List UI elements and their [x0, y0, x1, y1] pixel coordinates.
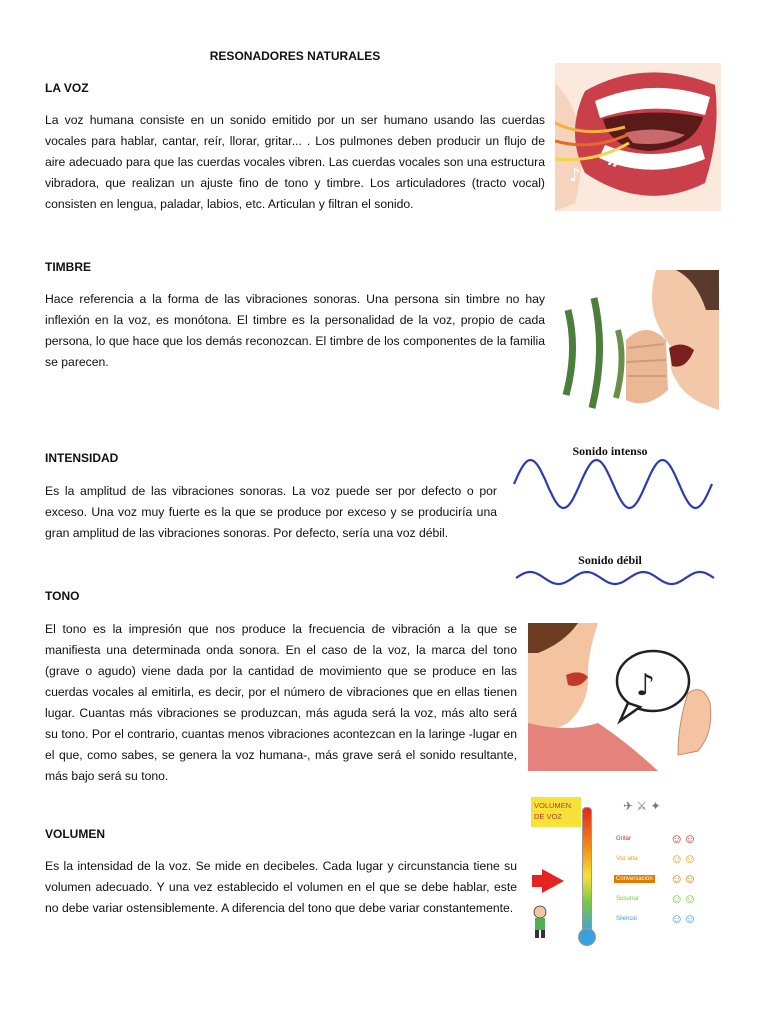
section-text-intensidad: Es la amplitud de las vibraciones sonoras. La voz puede ser por defecto o por exceso. Una voz muy fuerte es la que se produce por exceso y se produciría una gran amplitud de las vibraciones sonoras. Por defecto, sería una voz débil. — [45, 484, 497, 540]
strong-wave-line — [514, 460, 712, 508]
volume-level-label: Gritar — [616, 836, 631, 842]
volume-level-row — [614, 831, 718, 849]
speaking-person-image — [528, 623, 719, 771]
volume-label-line1: VOLUMEN — [534, 801, 572, 810]
people-icon: ☺☺ — [670, 831, 697, 846]
people-icon: ☺☺ — [670, 891, 697, 906]
top-icons: ✈ ⚔ ✦ — [623, 799, 661, 813]
volume-label-line2: DE VOZ — [534, 812, 562, 821]
people-icon: ☺☺ — [670, 911, 697, 926]
voice-volume-chart — [528, 795, 719, 947]
section-heading-intensidad: INTENSIDAD — [45, 451, 119, 465]
section-heading-volumen: VOLUMEN — [45, 827, 105, 841]
thermometer-bulb — [578, 928, 596, 946]
section-text-timbre: Hace referencia a la forma de las vibraciones sonoras. Una persona sin timbre no hay inflexión en la voz, es monótona. El timbre es la personalidad de la voz, propio de cada persona, lo que hace que los demás reconozcan. El timbre de los componentes de la familia se parecen. — [45, 292, 545, 369]
section-heading-tono: TONO — [45, 589, 80, 603]
volume-level-label: Voz alta — [616, 856, 638, 862]
people-icon: ☺☺ — [670, 871, 697, 886]
intensity-waves-figure — [510, 440, 720, 590]
volume-level-label: Conversación — [616, 876, 653, 882]
volume-level-label: Silencio — [616, 916, 638, 922]
section-heading-voz: LA VOZ — [45, 81, 89, 95]
weak-wave-line — [516, 572, 714, 584]
svg-text:♪: ♪ — [569, 165, 581, 186]
section-heading-timbre: TIMBRE — [45, 260, 91, 274]
people-icon: ☺☺ — [670, 851, 697, 866]
thermometer-tube — [582, 807, 592, 934]
weak-sound-label: Sonido débil — [578, 553, 642, 567]
volume-level-row — [614, 851, 718, 869]
mouth-image — [555, 63, 721, 211]
strong-sound-label: Sonido intenso — [572, 444, 648, 458]
section-text-volumen: Es la intensidad de la voz. Se mide en decibeles. Cada lugar y circunstancia tiene su volumen adecuado. Y una vez establecido el volumen en el que se debe hablar, este no debe variar ostensiblemente. A diferencia del tono que debe variar constantemente. — [45, 859, 517, 915]
shouting-face-image — [556, 270, 719, 420]
svg-text:♫: ♫ — [605, 150, 620, 169]
volume-level-row — [614, 891, 718, 909]
arrow-shaft — [532, 875, 544, 887]
volume-level-label: Susurrar — [616, 896, 640, 902]
volume-level-row — [614, 911, 718, 929]
volume-level-row — [614, 871, 718, 889]
volume-label-box — [531, 797, 581, 827]
child-figure — [530, 905, 550, 939]
section-text-voz: La voz humana consiste en un sonido emitido por un ser humano usando las cuerdas vocales para hablar, cantar, reír, llorar, gritar... . Los pulmones deben producir un flujo de aire adecuado para que las cuerdas vocales vibren. Las cuerdas vocales son una estructura vibradora, que realizan un ajuste fino de tono y timbre. Los articuladores (tracto vocal) consisten en lengua, paladar, labios, etc. Articulan y filtran el sonido. — [45, 113, 545, 211]
section-text-tono: El tono es la impresión que nos produce la frecuencia de vibración a la que se manifiesta una determinada onda sonora. En el caso de la voz, la marca del tono (grave o agudo) viene dada por la cantidad de movimiento que se produce en las cuerdas vocales al emitirla, es decir, por el número de vibraciones que en ellas tienen lugar. Cuantas más vibraciones se produzcan, más aguda será la voz, más alto será su tono. Por el contrario, cuantas menos vibraciones acontezcan en la laringe -lugar en el que, como sabes, se genera la voz humana-, más grave será el sonido resultante, más bajo será su tono. — [45, 622, 517, 783]
document-title: RESONADORES NATURALES — [209, 49, 381, 63]
svg-text:♪: ♪ — [636, 668, 656, 703]
current-level-arrow — [542, 869, 564, 893]
